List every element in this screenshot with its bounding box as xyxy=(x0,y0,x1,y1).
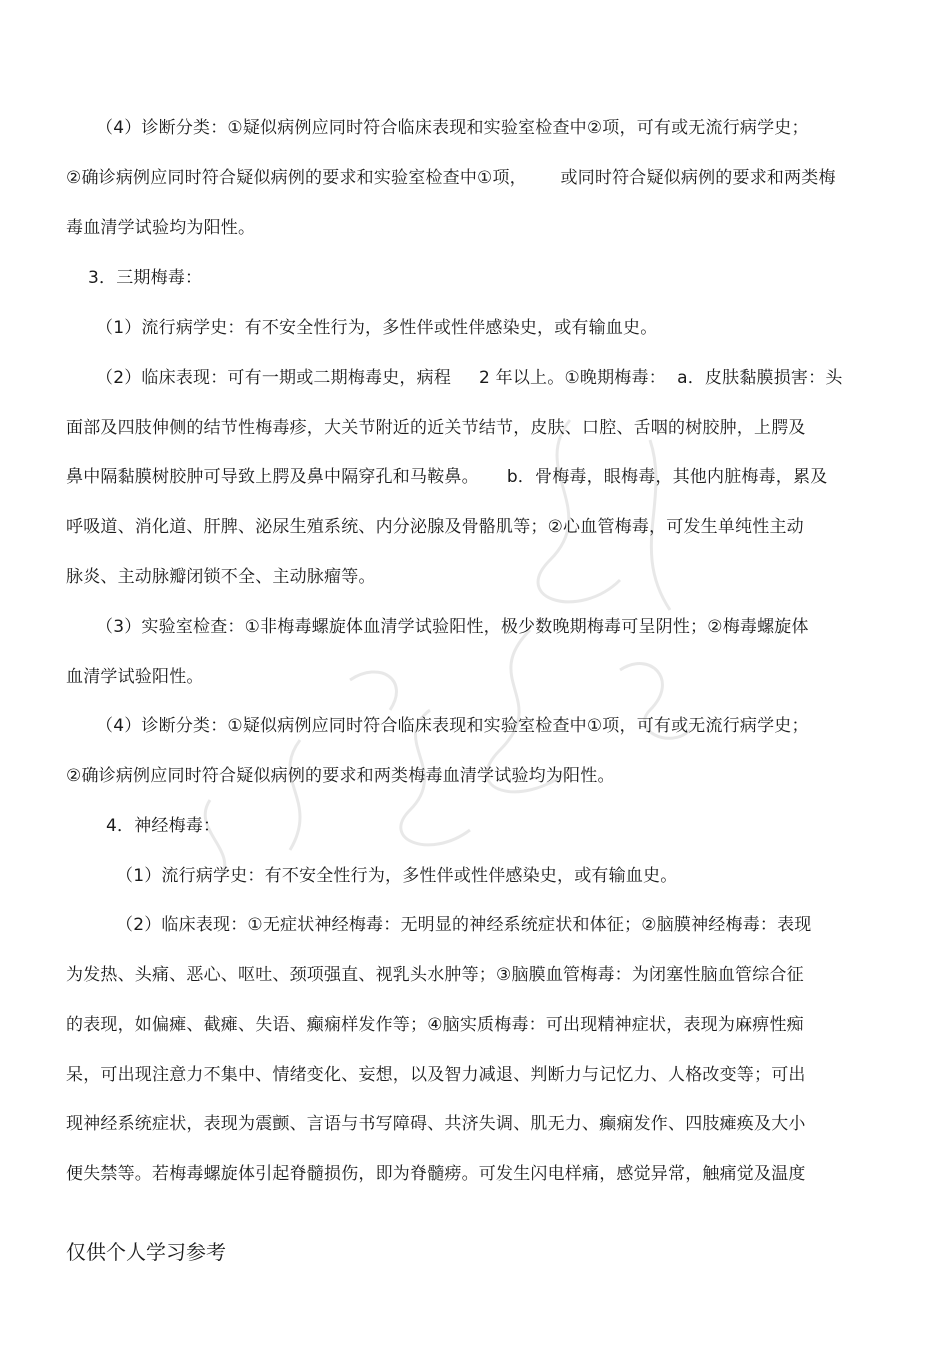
text-line: 面部及四肢伸侧的结节性梅毒疹，大关节附近的近关节结节，皮肤、口腔、舌咽的树胶肿，上腭及 xyxy=(66,418,806,438)
text-line: （2）临床表现：①无症状神经梅毒：无明显的神经系统症状和体征；②脑膜神经梅毒：表现 xyxy=(116,915,812,935)
text-line: （3）实验室检查：①非梅毒螺旋体血清学试验阳性，极少数晚期梅毒可呈阴性；②梅毒螺旋体 xyxy=(96,617,809,637)
text-line: （4）诊断分类：①疑似病例应同时符合临床表现和实验室检查中②项，可有或无流行病学史； xyxy=(96,118,809,138)
text-line: （4）诊断分类：①疑似病例应同时符合临床表现和实验室检查中①项，可有或无流行病学史； xyxy=(96,716,809,736)
text-line: 为发热、头痛、恶心、呕吐、颈项强直、视乳头水肿等；③脑膜血管梅毒：为闭塞性脑血管综合征 xyxy=(66,965,804,985)
footer-note: 仅供个人学习参考 xyxy=(66,1240,226,1264)
text-line: 鼻中隔黏膜树胶肿可导致上腭及鼻中隔穿孔和马鞍鼻。 b．骨梅毒，眼梅毒，其他内脏梅毒，累及 xyxy=(66,467,828,487)
section-heading: 3．三期梅毒： xyxy=(88,268,203,288)
text-line: 呆，可出现注意力不集中、情绪变化、妄想，以及智力减退、判断力与记忆力、人格改变等；可出 xyxy=(66,1065,806,1085)
text-line: 脉炎、主动脉瓣闭锁不全、主动脉瘤等。 xyxy=(66,567,376,587)
text-line: （1）流行病学史：有不安全性行为，多性伴或性伴感染史，或有输血史。 xyxy=(96,318,658,338)
text-line: 毒血清学试验均为阳性。 xyxy=(66,218,256,238)
text-line: 血清学试验阳性。 xyxy=(66,667,204,687)
text-line: 便失禁等。若梅毒螺旋体引起脊髓损伤，即为脊髓痨。可发生闪电样痛，感觉异常，触痛觉及温度 xyxy=(66,1164,806,1184)
text-line: （1）流行病学史：有不安全性行为，多性伴或性伴感染史，或有输血史。 xyxy=(116,866,678,886)
text-line: 呼吸道、消化道、肝脾、泌尿生殖系统、内分泌腺及骨骼肌等；②心血管梅毒，可发生单纯性主动 xyxy=(66,517,804,537)
text-line: ②确诊病例应同时符合疑似病例的要求和两类梅毒血清学试验均为阳性。 xyxy=(66,766,615,786)
text-line: 现神经系统症状，表现为震颤、言语与书写障碍、共济失调、肌无力、癫痫发作、四肢瘫痪及大小 xyxy=(66,1114,806,1134)
section-heading: 4．神经梅毒： xyxy=(106,816,221,836)
text-line: （2）临床表现：可有一期或二期梅毒史，病程 2 年以上。①晚期梅毒： a．皮肤黏膜损害：头 xyxy=(96,368,843,388)
text-line: ②确诊病例应同时符合疑似病例的要求和实验室检查中①项， 或同时符合疑似病例的要求和两类梅 xyxy=(66,168,836,188)
text-line: 的表现，如偏瘫、截瘫、失语、癫痫样发作等；④脑实质梅毒：可出现精神症状，表现为麻痹性痴 xyxy=(66,1015,804,1035)
